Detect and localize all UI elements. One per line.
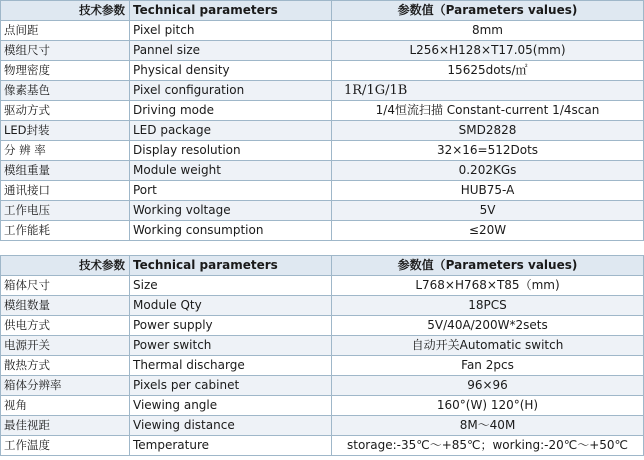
table-row bbox=[1, 356, 644, 376]
header-cn: 技术参数 bbox=[1, 1, 130, 21]
table-row bbox=[1, 121, 644, 141]
cabinet-spec-table bbox=[0, 255, 644, 456]
param-value: 15625dots/㎡ bbox=[332, 61, 644, 81]
table-row bbox=[1, 221, 644, 241]
param-name-en: Port bbox=[130, 181, 332, 201]
param-name-en: Power supply bbox=[130, 316, 332, 336]
param-name-en: Viewing angle bbox=[130, 396, 332, 416]
param-name-en: LED package bbox=[130, 121, 332, 141]
param-name-cn: 点间距 bbox=[1, 21, 130, 41]
table-row bbox=[1, 161, 644, 181]
param-value: 160°(W) 120°(H) bbox=[332, 396, 644, 416]
param-name-cn: 供电方式 bbox=[1, 316, 130, 336]
param-value: 18PCS bbox=[332, 296, 644, 316]
param-value: 1R/1G/1B bbox=[332, 81, 644, 101]
header-value: 参数值（Parameters values) bbox=[332, 256, 644, 276]
table-row bbox=[1, 181, 644, 201]
table-row bbox=[1, 396, 644, 416]
header-row bbox=[1, 1, 644, 21]
param-value: 0.202KGs bbox=[332, 161, 644, 181]
table-row bbox=[1, 201, 644, 221]
param-name-en: Pixels per cabinet bbox=[130, 376, 332, 396]
param-name-cn: 最佳视距 bbox=[1, 416, 130, 436]
param-name-en: Module Qty bbox=[130, 296, 332, 316]
param-name-cn: 通讯接口 bbox=[1, 181, 130, 201]
param-name-cn: 视角 bbox=[1, 396, 130, 416]
param-name-cn: 物理密度 bbox=[1, 61, 130, 81]
param-value: ≤20W bbox=[332, 221, 644, 241]
table-row bbox=[1, 436, 644, 456]
param-name-cn: 散热方式 bbox=[1, 356, 130, 376]
param-name-en: Thermal discharge bbox=[130, 356, 332, 376]
table-row bbox=[1, 276, 644, 296]
param-value: storage:-35℃～+85℃；working:-20℃～+50℃ bbox=[332, 436, 644, 456]
param-value: 96×96 bbox=[332, 376, 644, 396]
param-name-en: Temperature bbox=[130, 436, 332, 456]
header-row bbox=[1, 256, 644, 276]
param-name-cn: 模组尺寸 bbox=[1, 41, 130, 61]
param-name-cn: 电源开关 bbox=[1, 336, 130, 356]
param-value: 5V/40A/200W*2sets bbox=[332, 316, 644, 336]
param-value: 5V bbox=[332, 201, 644, 221]
param-name-en: Module weight bbox=[130, 161, 332, 181]
param-name-cn: 工作温度 bbox=[1, 436, 130, 456]
table-row bbox=[1, 41, 644, 61]
param-value: SMD2828 bbox=[332, 121, 644, 141]
param-name-en: Pixel pitch bbox=[130, 21, 332, 41]
table-gap bbox=[0, 243, 644, 255]
param-name-en: Working consumption bbox=[130, 221, 332, 241]
param-name-cn: LED封装 bbox=[1, 121, 130, 141]
param-name-cn: 工作能耗 bbox=[1, 221, 130, 241]
table-row bbox=[1, 21, 644, 41]
table-row bbox=[1, 81, 644, 101]
param-name-cn: 模组数量 bbox=[1, 296, 130, 316]
param-name-en: Working voltage bbox=[130, 201, 332, 221]
param-name-en: Viewing distance bbox=[130, 416, 332, 436]
param-name-en: Power switch bbox=[130, 336, 332, 356]
param-name-en: Pannel size bbox=[130, 41, 332, 61]
header-cn: 技术参数 bbox=[1, 256, 130, 276]
param-name-en: Driving mode bbox=[130, 101, 332, 121]
table-row bbox=[1, 141, 644, 161]
header-en: Technical parameters bbox=[130, 1, 332, 21]
param-name-en: Pixel configuration bbox=[130, 81, 332, 101]
param-value: HUB75-A bbox=[332, 181, 644, 201]
param-value: 32×16=512Dots bbox=[332, 141, 644, 161]
param-value: 8M～40M bbox=[332, 416, 644, 436]
table-row bbox=[1, 296, 644, 316]
param-value: L768×H768×T85（mm) bbox=[332, 276, 644, 296]
param-value: L256×H128×T17.05(mm) bbox=[332, 41, 644, 61]
param-name-cn: 模组重量 bbox=[1, 161, 130, 181]
table-row bbox=[1, 376, 644, 396]
param-name-cn: 驱动方式 bbox=[1, 101, 130, 121]
param-name-cn: 分 辨 率 bbox=[1, 141, 130, 161]
param-value: 自动开关Automatic switch bbox=[332, 336, 644, 356]
param-name-en: Display resolution bbox=[130, 141, 332, 161]
param-name-cn: 像素基色 bbox=[1, 81, 130, 101]
param-name-cn: 箱体分辨率 bbox=[1, 376, 130, 396]
table-row bbox=[1, 336, 644, 356]
table-row bbox=[1, 316, 644, 336]
param-value: 8mm bbox=[332, 21, 644, 41]
param-name-cn: 箱体尺寸 bbox=[1, 276, 130, 296]
header-value: 参数值（Parameters values) bbox=[332, 1, 644, 21]
table-row bbox=[1, 101, 644, 121]
table-row bbox=[1, 61, 644, 81]
table-row bbox=[1, 416, 644, 436]
param-name-cn: 工作电压 bbox=[1, 201, 130, 221]
param-value: 1/4恒流扫描 Constant-current 1/4scan bbox=[332, 101, 644, 121]
param-value: Fan 2pcs bbox=[332, 356, 644, 376]
param-name-en: Size bbox=[130, 276, 332, 296]
param-name-en: Physical density bbox=[130, 61, 332, 81]
header-en: Technical parameters bbox=[130, 256, 332, 276]
